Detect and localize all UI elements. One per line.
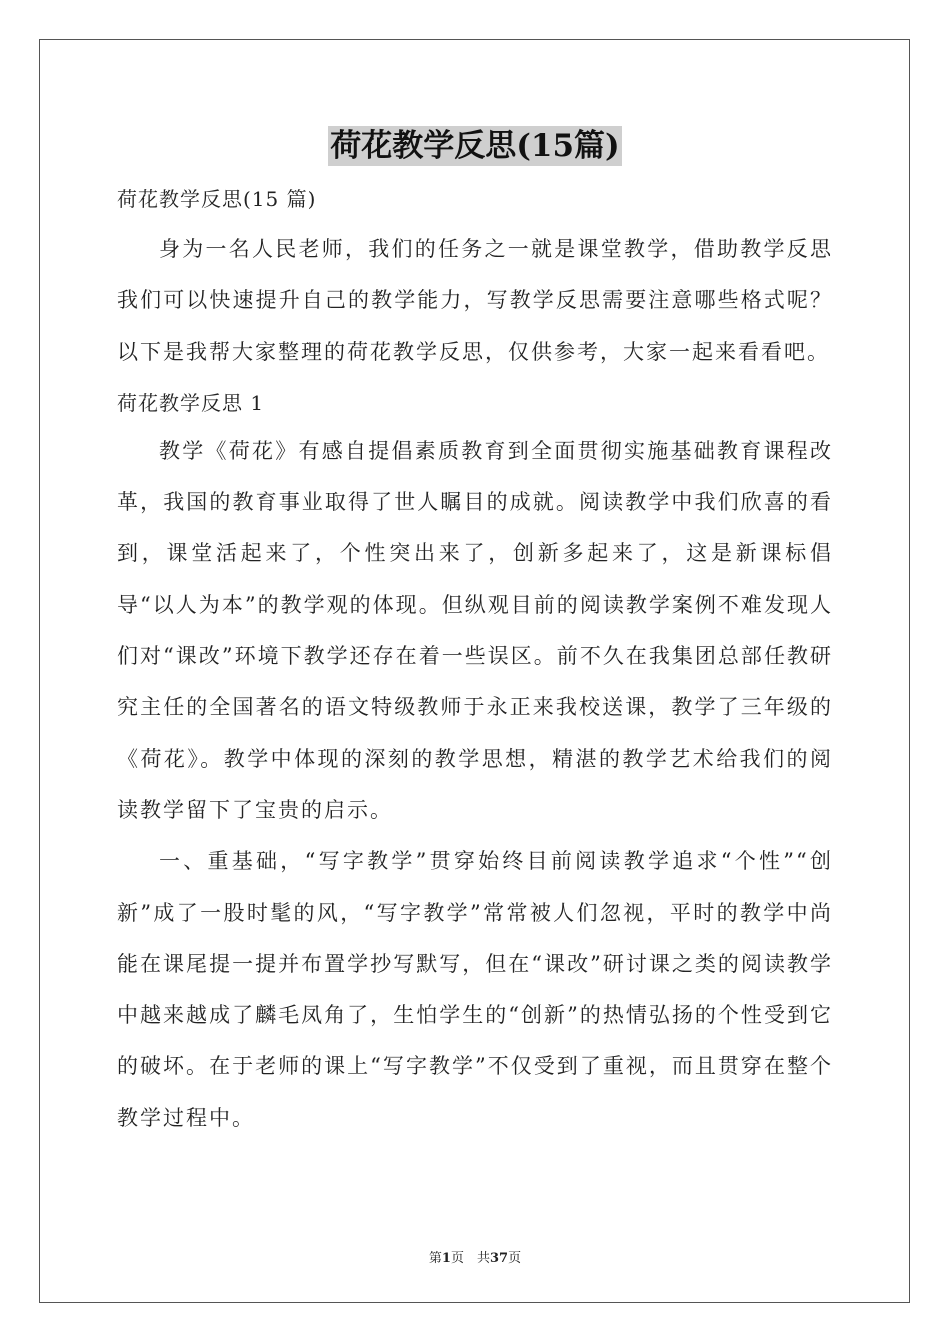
footer-suffix: 页 bbox=[508, 1251, 522, 1266]
page-footer bbox=[0, 1247, 950, 1266]
document-body bbox=[117, 180, 833, 1144]
footer-total-pages: 37 bbox=[489, 1251, 509, 1266]
section-paragraph-1: 教学《荷花》有感自提倡素质教育到全面贯彻实施基础教育课程改革，我国的教育事业取得了世人瞩目的成就。阅读教学中我们欣喜的看到，课堂活起来了，个性突出来了，创新多起来了，这是新课标倡导“以人为本”的教学观的体现。但纵观目前的阅读教学案例不难发现人们对“课改”环境下教学还存在着一些误区。前不久在我集团总部任教研究主任的全国著名的语文特级教师于永正来我校送课，教学了三年级的《荷花》。教学中体现的深刻的教学思想，精湛的教学艺术给我们的阅读教学留下了宝贵的启示。 bbox=[117, 438, 833, 822]
section-heading: 荷花教学反思 1 bbox=[117, 390, 265, 415]
footer-prefix: 第 bbox=[428, 1251, 442, 1266]
title-area bbox=[0, 126, 950, 166]
footer-page-number: 1 bbox=[441, 1251, 451, 1266]
document-title: 荷花教学反思(15篇) bbox=[330, 128, 620, 164]
document-subtitle: 荷花教学反思(15 篇) bbox=[117, 187, 317, 211]
intro-paragraph: 身为一名人民老师，我们的任务之一就是课堂教学，借助教学反思我们可以快速提升自己的教学能力，写教学反思需要注意哪些格式呢？以下是我帮大家整理的荷花教学反思，仅供参考，大家一起来看看吧。 bbox=[117, 237, 833, 364]
footer-mid: 页 共 bbox=[450, 1251, 490, 1266]
section-paragraph-2: 一、重基础，“写字教学”贯穿始终目前阅读教学追求“个性”“创新”成了一股时髦的风，“写字教学”常常被人们忽视，平时的教学中尚能在课尾提一提并布置学抄写默写，但在“课改”研讨课之类的阅读教学中越来越成了麟毛凤角了，生怕学生的“创新”的热情弘扬的个性受到它的破坏。在于老师的课上“写字教学”不仅受到了重视，而且贯穿在整个教学过程中。 bbox=[117, 849, 833, 1130]
